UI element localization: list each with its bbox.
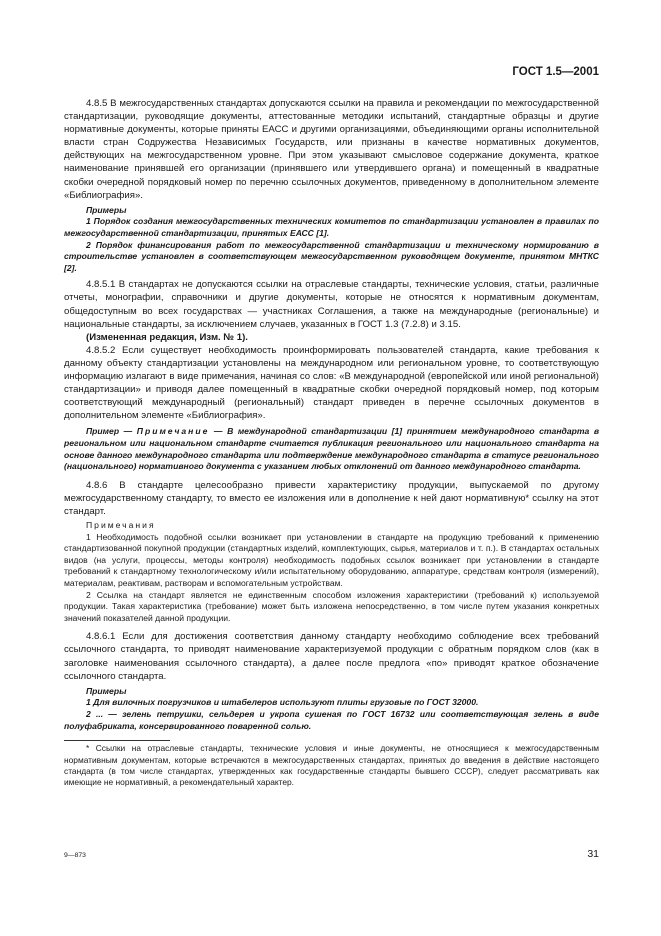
note-label: Примечание	[136, 426, 210, 437]
note-2: 2 Ссылка на стандарт является не единственным способом изложения характеристики (требований к) используемой продукции. Такая характеристика (требование) может быть изложена непосредственно, в том числе путем указания конкретных значений показателей данной продукции.	[64, 589, 599, 623]
page-content	[64, 97, 599, 789]
example-prefix: Пример —	[86, 426, 137, 437]
examples-heading: Примеры	[86, 204, 127, 215]
document-id-header: ГОСТ 1.5—2001	[512, 66, 599, 78]
paragraph-4-8-6: 4.8.6 В стандарте целесообразно привести характеристику продукции, выпускаемой по другому межгосударственному стандарту, то вместо ее изложения или в дополнение к ней дают нормативную* ссылку на этот стандарт.	[64, 479, 599, 517]
example-3-1: 1 Для вилочных погрузчиков и штабелеров используют плиты грузовые по ГОСТ 32000.	[86, 697, 479, 708]
paragraph-4-8-5-1: 4.8.5.1 В стандартах не допускаются ссылки на отраслевые стандарты, технические условия, статьи, различные отчеты, монографии, справочники и другие документы, которые не относятся к нормативным документам, общедоступным во всех государствах — участниках Соглашения, а также на международные (региональные) и национальные стандарты, за исключением случаев, указанных в ГОСТ 1.3 (7.2.8) и 3.15.	[64, 279, 599, 330]
example-1: 1 Порядок создания межгосударственных технических комитетов по стандартизации установлен в правилах по межгосударственной стандартизации, принятых ЕАСС [1].	[64, 216, 599, 238]
example-3-2: 2 ... — зелень петрушки, сельдерея и укропа сушеная по ГОСТ 16732 или соответствующая зелень в виде полуфабриката, консервированного поваренной солью.	[64, 708, 599, 731]
paragraph-4-8-5-2: 4.8.5.2 Если существует необходимость проинформировать пользователей стандарта, какие требования к данному объекту стандартизации установлены на международном или региональном уровне, то соответствующую информацию излагают в виде примечания, начиная со слов: «В международной (европейской или иной региональной) стандартизации» и приводя далее помещенный в квадратные скобки очередной порядковый номер, под которым соответствующий международный (региональный) стандарт приведен в перечне ссылочных документов в дополнительном элементе «Библиография».	[64, 344, 599, 422]
example-note-text: — В международной стандартизации [1] принятием международного стандарта в региональном или национальном стандарте считается публикация регионального или национального стандарта на основе данного международного стандарта или подтверждение международного стандарта в статусе регионального (национального) нормативного документа с указанием любых отклонений от данного международного стандарта.	[64, 426, 600, 472]
paragraph-4-8-5: 4.8.5 В межгосударственных стандартах допускаются ссылки на правила и рекомендации по межгосударственной стандартизации, руководящие документы, аттестованные методики испытаний, стандартные образцы и другие нормативные документы, которые приняты ЕАСС и другими организациями, объединяющими органы исполнительной власти стран Содружества Независимых Государств, или признаны в качестве нормативных документов, действующих на межгосударственном уровне. При этом указывают смысловое содержание документа, краткое наименование принявшей его организации (принявшего или утвердившего органа) и помещенный в квадратные скобки очередной порядковый номер по перечню ссылочных документов, приведенному в дополнительном элементе «Библиография».	[64, 98, 599, 201]
print-code: 9—873	[64, 852, 86, 859]
page-number: 31	[587, 848, 599, 860]
note-1: 1 Необходимость подобной ссылки возникает при установлении в стандарте на продукцию требований к применению стандартизованной покупной продукции (стандартных изделий, комплектующих, сырья, материалов и т. п.). В стандартах остальных видов (на услуги, процессы, методы контроля) необходимость подобных ссылок возникает при установлении в стандарте требований к стандартному технологическому и/или испытательному оборудованию, аппаратуре, средствам контроля (измерений), материалам, реактивам, растворам и вспомогательным устройствам.	[64, 531, 599, 588]
example-2: 2 Порядок финансирования работ по межгосударственной стандартизации и техническому нормированию в строительстве установлен в соответствующем межгосударственном руководящем документе, принятом МНТКС [2].	[64, 239, 599, 273]
footnote-divider	[64, 740, 170, 741]
examples-heading-2: Примеры	[86, 685, 127, 696]
amendment-note: (Измененная редакция, Изм. № 1).	[86, 331, 248, 343]
paragraph-4-8-6-1: 4.8.6.1 Если для достижения соответствия данному стандарту необходимо соблюдение всех требований ссылочного стандарта, то приводят наименование характеризуемой продукции с обратным порядком слов (как в заголовке наименования ссылочного стандарта), а далее после предлога «по» приводят краткое обозначение ссылочного стандарта.	[64, 631, 599, 682]
notes-heading: Примечания	[86, 520, 156, 530]
footnote: * Ссылки на отраслевые стандарты, технические условия и иные документы, не относящиеся к межгосударственным нормативным документам, которые встречаются в межгосударственных стандартах, принятых до введения в действие настоящего стандарта (в том числе стандартах, утвержденных как государственные стандарты бывшего СССР), следует рассматривать как имеющие не нормативный, а рекомендательный характер.	[64, 743, 599, 788]
example-note	[64, 426, 599, 472]
